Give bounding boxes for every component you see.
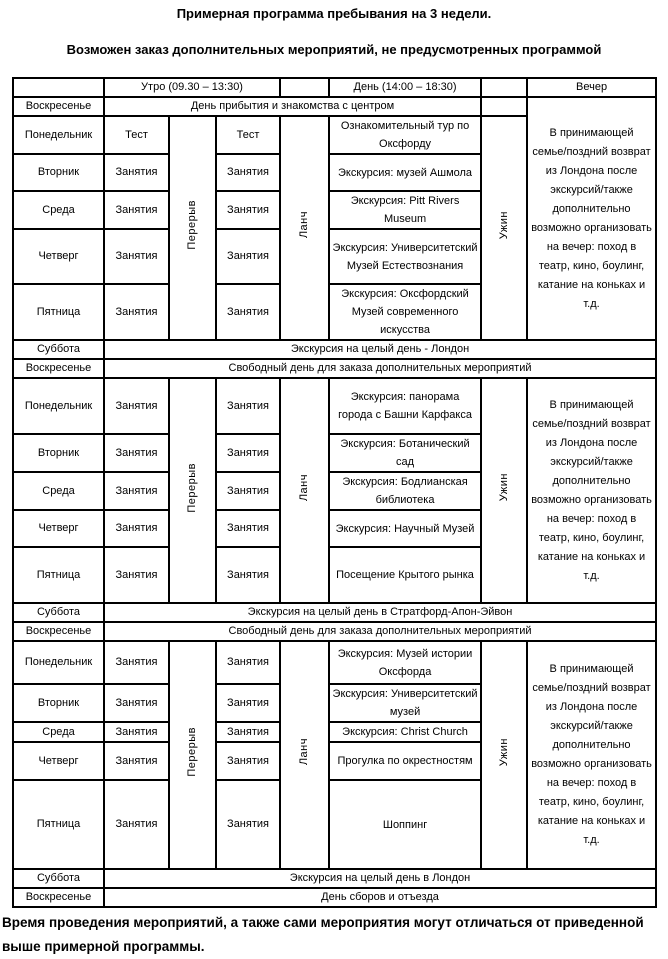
dinner-label-cell bbox=[481, 116, 527, 340]
evening-note-cell: В принимающей семье/поздний возврат из Лондона после экскурсий/также дополнительно возможно организовать на вечер: поход в театр, кино, боулинг, катание на коньках и т.д. bbox=[527, 97, 656, 340]
afternoon-activity-cell: Экскурсия: Музей истории Оксфорда bbox=[329, 641, 481, 684]
lunch-label-cell bbox=[280, 641, 329, 869]
lunch-label-cell bbox=[280, 378, 329, 603]
afternoon-activity-cell: Экскурсия: Ботанический сад bbox=[329, 434, 481, 472]
afternoon-activity-cell: Экскурсия: Университетский Музей Естествознания bbox=[329, 229, 481, 284]
header-empty-cell bbox=[13, 78, 104, 97]
evening-note-cell: В принимающей семье/поздний возврат из Лондона после экскурсий/также дополнительно возможно организовать на вечер: поход в театр, кино, боулинг, катание на коньках и т.д. bbox=[527, 378, 656, 603]
afternoon-activity-cell: Ознакомительный тур по Оксфорду bbox=[329, 116, 481, 154]
evening-note-cell: В принимающей семье/поздний возврат из Лондона после экскурсий/также дополнительно возможно организовать на вечер: поход в театр, кино, боулинг, катание на коньках и т.д. bbox=[527, 641, 656, 869]
day-cell: Воскресенье bbox=[13, 622, 104, 641]
page-subtitle: Возможен заказ дополнительных мероприятий, не предусмотренных программой bbox=[66, 42, 602, 57]
afternoon-activity-cell: Шоппинг bbox=[329, 780, 481, 869]
morning-class-cell: Занятия bbox=[104, 684, 169, 722]
morning-class-cell: Занятия bbox=[104, 284, 169, 340]
day-cell: Понедельник bbox=[13, 116, 104, 154]
morning-class-cell: Занятия bbox=[104, 780, 169, 869]
morning-class-cell: Занятия bbox=[104, 154, 169, 191]
footer-note: Время проведения мероприятий, а также сами мероприятия могут отличаться от приведенной выше примерной программы. bbox=[2, 915, 644, 954]
dinner-label: Ужин bbox=[497, 737, 510, 767]
header-lunch-gap-cell bbox=[280, 78, 329, 97]
afternoon-activity-cell: Экскурсия: панорама города с Башни Карфакса bbox=[329, 378, 481, 434]
morning-class-cell: Занятия bbox=[104, 722, 169, 742]
morning-class-cell: Занятия bbox=[216, 742, 280, 780]
morning-class-cell: Занятия bbox=[104, 378, 169, 434]
header-morning-cell: Утро (09.30 – 13:30) bbox=[104, 78, 280, 97]
morning-class-cell: Занятия bbox=[216, 284, 280, 340]
dinner-gap-cell bbox=[481, 97, 527, 116]
afternoon-activity-cell: Экскурсия: Оксфордский Музей современного искусства bbox=[329, 284, 481, 340]
morning-class-cell: Занятия bbox=[216, 378, 280, 434]
lunch-label: Ланч bbox=[298, 738, 311, 766]
morning-class-cell: Занятия bbox=[216, 191, 280, 229]
afternoon-activity-cell: Экскурсия: Бодлианская библиотека bbox=[329, 472, 481, 510]
day-cell: Воскресенье bbox=[13, 359, 104, 378]
day-cell: Пятница bbox=[13, 780, 104, 869]
morning-class-cell: Занятия bbox=[216, 510, 280, 547]
full-day-cell: Экскурсия на целый день - Лондон bbox=[104, 340, 656, 359]
full-day-cell: Экскурсия на целый день в Стратфорд-Апон-Эйвон bbox=[104, 603, 656, 622]
morning-class-cell: Занятия bbox=[216, 722, 280, 742]
dinner-label-cell bbox=[481, 378, 527, 603]
morning-class-cell: Занятия bbox=[104, 229, 169, 284]
full-day-cell: Свободный день для заказа дополнительных мероприятий bbox=[104, 622, 656, 641]
day-cell: Суббота bbox=[13, 869, 104, 888]
header-day-cell: День (14:00 – 18:30) bbox=[329, 78, 481, 97]
full-day-cell: День прибытия и знакомства с центром bbox=[104, 97, 481, 116]
morning-class-cell: Занятия bbox=[216, 547, 280, 603]
lunch-label: Ланч bbox=[298, 473, 311, 502]
dinner-label-cell bbox=[481, 641, 527, 869]
day-cell: Понедельник bbox=[13, 378, 104, 434]
day-cell: Среда bbox=[13, 722, 104, 742]
break-label: Перерыв bbox=[186, 200, 198, 250]
morning-class-cell: Занятия bbox=[104, 191, 169, 229]
afternoon-activity-cell: Посещение Крытого рынка bbox=[329, 547, 481, 603]
break-label: Перерыв bbox=[186, 727, 198, 777]
day-cell: Пятница bbox=[13, 547, 104, 603]
morning-class-cell: Занятия bbox=[104, 510, 169, 547]
morning-class-cell: Занятия bbox=[216, 434, 280, 472]
day-cell: Суббота bbox=[13, 603, 104, 622]
lunch-label: Ланч bbox=[298, 211, 311, 239]
morning-class-cell: Занятия bbox=[216, 154, 280, 191]
full-day-cell: День сборов и отъезда bbox=[104, 888, 656, 907]
morning-class-cell: Занятия bbox=[104, 547, 169, 603]
day-cell: Вторник bbox=[13, 684, 104, 722]
break-label-cell bbox=[169, 641, 216, 869]
morning-class-cell: Тест bbox=[104, 116, 169, 154]
day-cell: Вторник bbox=[13, 434, 104, 472]
day-cell: Понедельник bbox=[13, 641, 104, 684]
schedule-table bbox=[12, 77, 657, 908]
header-evening-cell: Вечер bbox=[527, 78, 656, 97]
day-cell: Четверг bbox=[13, 510, 104, 547]
morning-class-cell: Тест bbox=[216, 116, 280, 154]
morning-class-cell: Занятия bbox=[104, 641, 169, 684]
full-day-cell: Экскурсия на целый день в Лондон bbox=[104, 869, 656, 888]
afternoon-activity-cell: Экскурсия: Christ Church bbox=[329, 722, 481, 742]
day-cell: Воскресенье bbox=[13, 888, 104, 907]
day-cell: Четверг bbox=[13, 229, 104, 284]
break-label-cell bbox=[169, 378, 216, 603]
day-cell: Пятница bbox=[13, 284, 104, 340]
day-cell: Воскресенье bbox=[13, 97, 104, 116]
dinner-label: Ужин bbox=[497, 473, 510, 502]
break-label-cell bbox=[169, 116, 216, 340]
morning-class-cell: Занятия bbox=[104, 434, 169, 472]
lunch-label-cell bbox=[280, 116, 329, 340]
afternoon-activity-cell: Экскурсия: Научный Музей bbox=[329, 510, 481, 547]
page-title: Примерная программа пребывания на 3 недели. bbox=[176, 6, 492, 21]
full-day-cell: Свободный день для заказа дополнительных мероприятий bbox=[104, 359, 656, 378]
morning-class-cell: Занятия bbox=[216, 472, 280, 510]
morning-class-cell: Занятия bbox=[104, 472, 169, 510]
day-cell: Вторник bbox=[13, 154, 104, 191]
day-cell: Четверг bbox=[13, 742, 104, 780]
afternoon-activity-cell: Экскурсия: музей Ашмола bbox=[329, 154, 481, 191]
morning-class-cell: Занятия bbox=[216, 229, 280, 284]
dinner-label: Ужин bbox=[497, 210, 510, 240]
morning-class-cell: Занятия bbox=[216, 780, 280, 869]
day-cell: Суббота bbox=[13, 340, 104, 359]
afternoon-activity-cell: Прогулка по окрестностям bbox=[329, 742, 481, 780]
afternoon-activity-cell: Экскурсия: Pitt Rivers Museum bbox=[329, 191, 481, 229]
morning-class-cell: Занятия bbox=[216, 641, 280, 684]
header-dinner-gap-cell bbox=[481, 78, 527, 97]
break-label: Перерыв bbox=[186, 462, 198, 513]
day-cell: Среда bbox=[13, 472, 104, 510]
afternoon-activity-cell: Экскурсия: Университетский музей bbox=[329, 684, 481, 722]
morning-class-cell: Занятия bbox=[104, 742, 169, 780]
morning-class-cell: Занятия bbox=[216, 684, 280, 722]
day-cell: Среда bbox=[13, 191, 104, 229]
